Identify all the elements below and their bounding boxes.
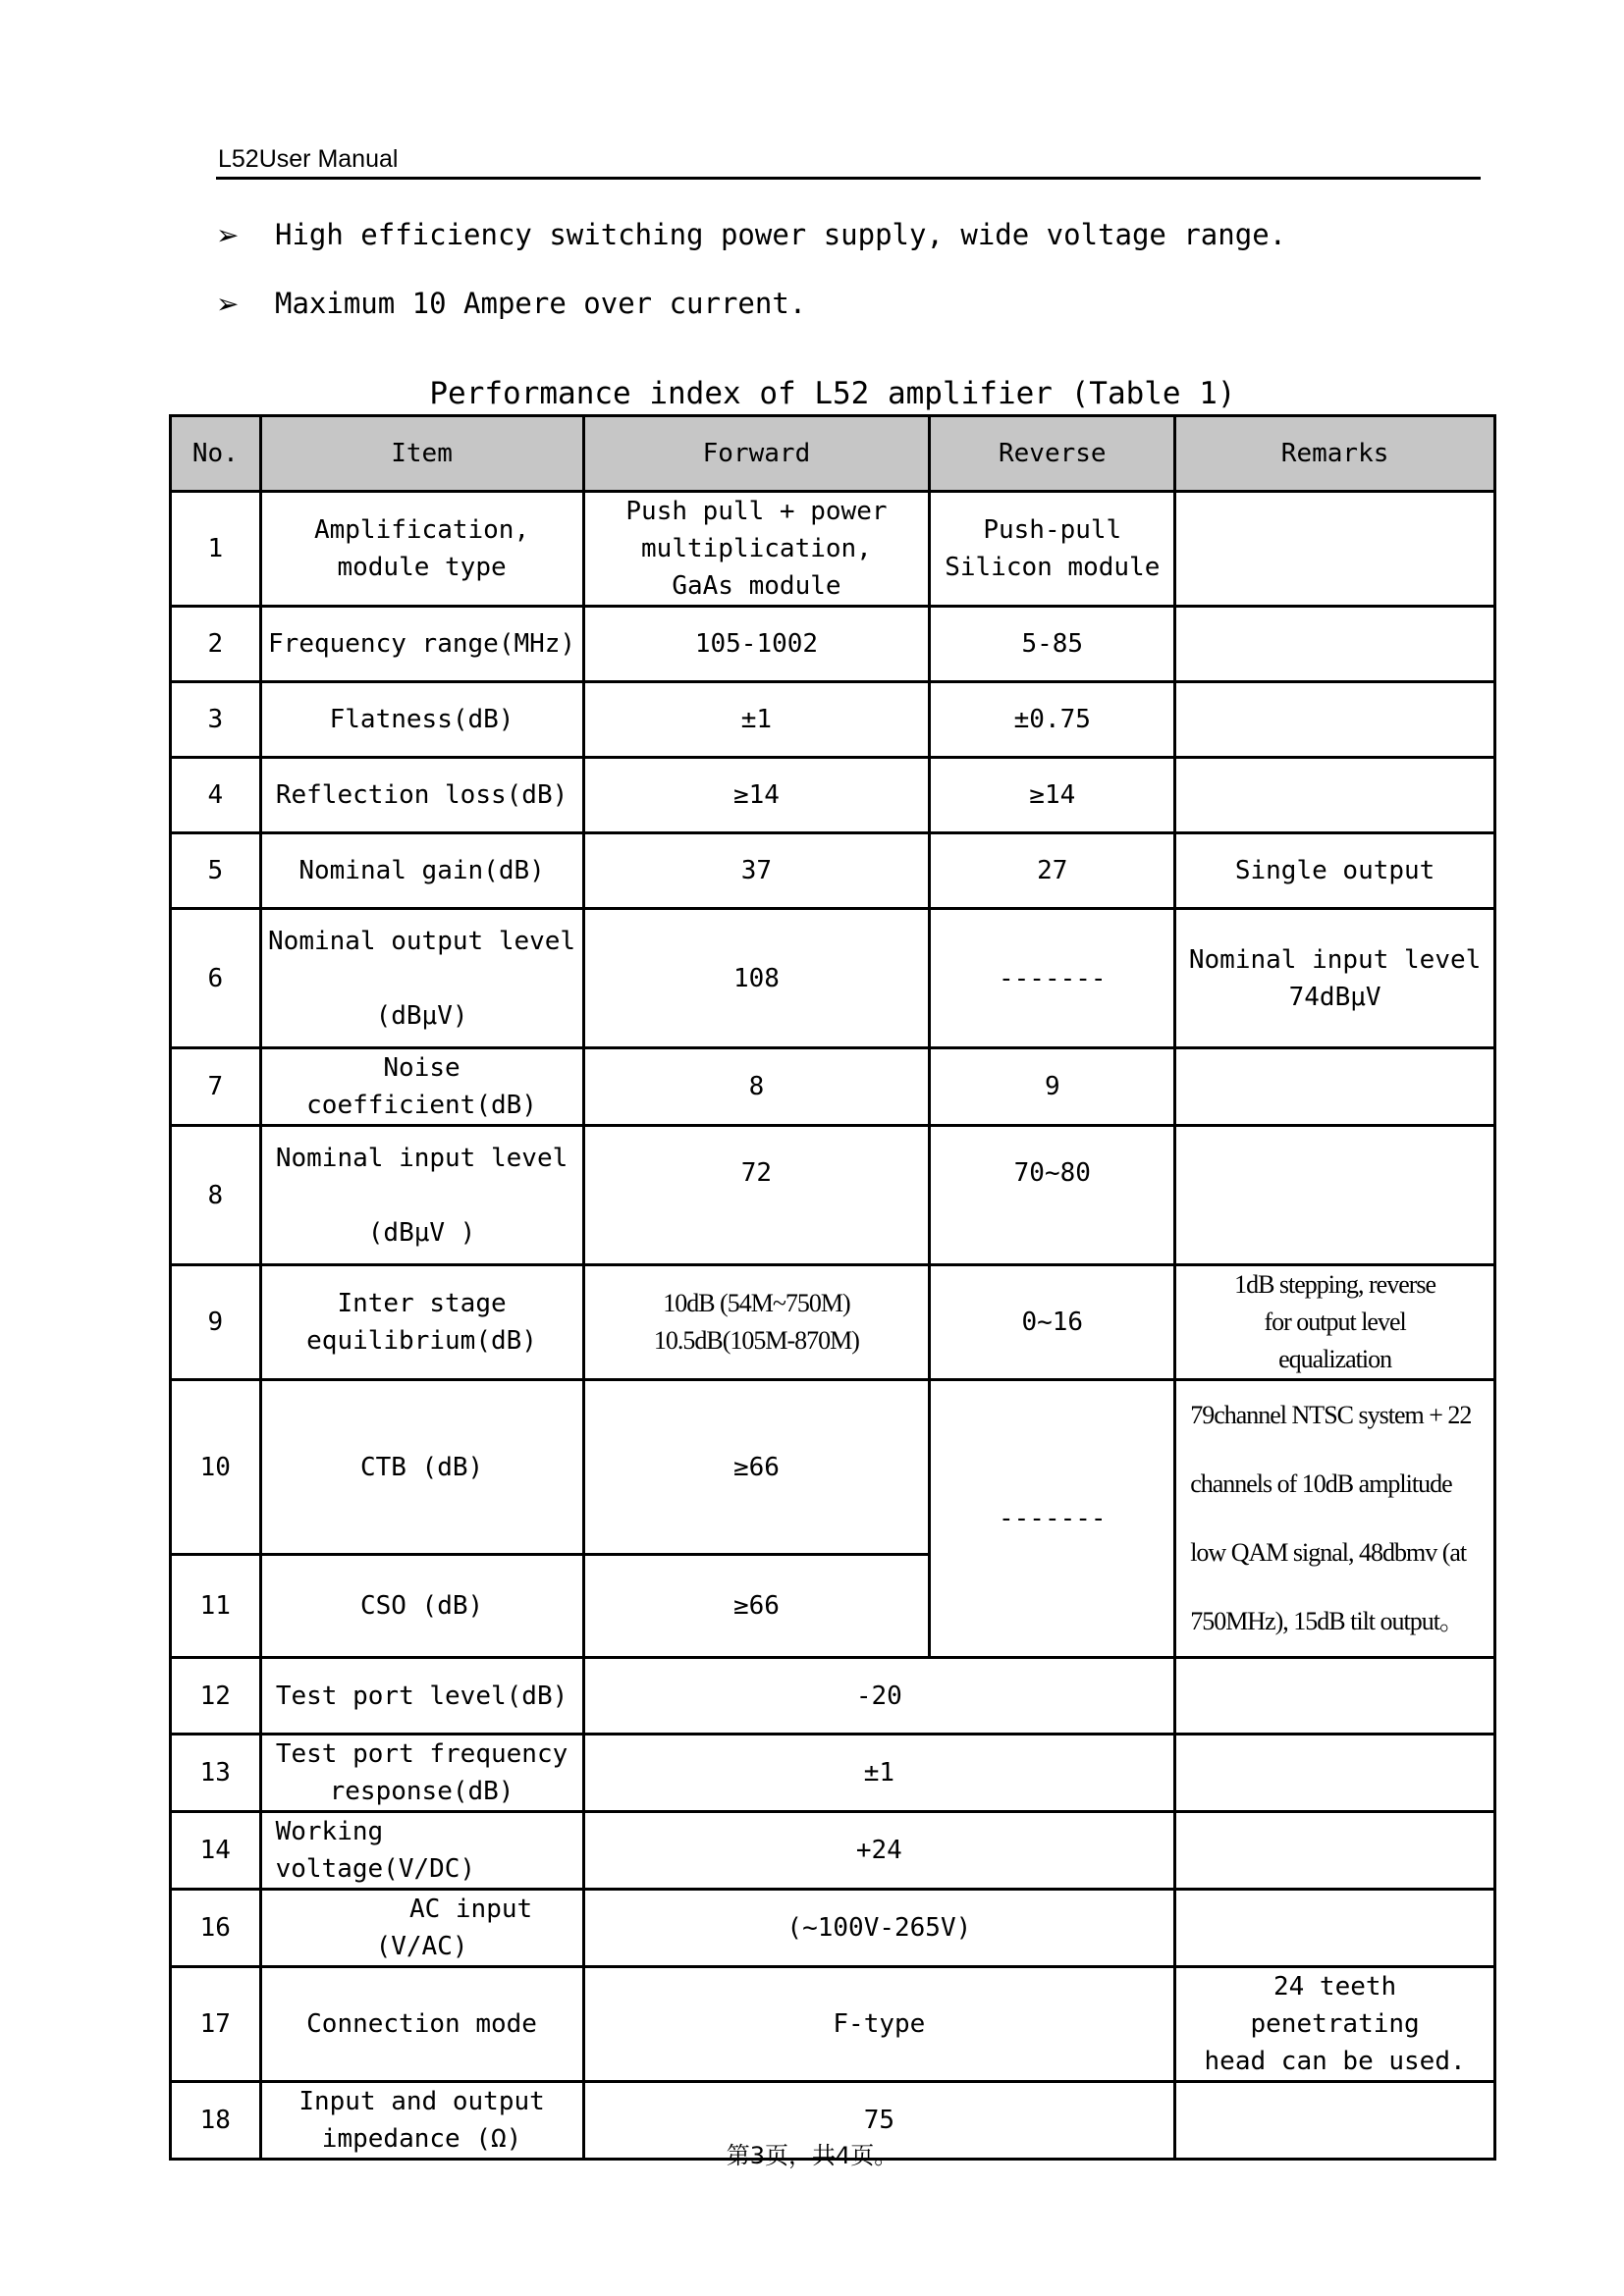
row-item: Nominal gain(dB) xyxy=(260,833,583,909)
row-item: Nominal input level (dBμV ) xyxy=(260,1126,583,1265)
row-no: 1 xyxy=(171,492,261,607)
row-no: 6 xyxy=(171,909,261,1048)
row-remarks xyxy=(1175,607,1495,682)
row-reverse: 0~16 xyxy=(930,1265,1175,1380)
row-remarks xyxy=(1175,492,1495,607)
row-forward: ≥66 xyxy=(583,1555,930,1658)
row-item: Test port frequency response(dB) xyxy=(260,1735,583,1812)
row-remarks xyxy=(1175,1890,1495,1967)
row-forward: 105-1002 xyxy=(583,607,930,682)
row-item: Connection mode xyxy=(260,1967,583,2082)
row-value: F-type xyxy=(583,1967,1175,2082)
bullet-item xyxy=(216,218,1286,251)
bullet-text: Maximum 10 Ampere over current. xyxy=(275,287,807,320)
table-row xyxy=(171,1890,1495,1967)
row-reverse: 9 xyxy=(930,1048,1175,1126)
row-no: 4 xyxy=(171,758,261,833)
table-row xyxy=(171,607,1495,682)
row-no: 16 xyxy=(171,1890,261,1967)
row-reverse: 27 xyxy=(930,833,1175,909)
row-remarks: Single output xyxy=(1175,833,1495,909)
row-value: -20 xyxy=(583,1658,1175,1735)
row-remarks xyxy=(1175,1735,1495,1812)
row-reverse: Push-pull Silicon module xyxy=(930,492,1175,607)
row-item: Noise coefficient(dB) xyxy=(260,1048,583,1126)
table-row xyxy=(171,1735,1495,1812)
bullet-item xyxy=(216,287,806,320)
row-no: 5 xyxy=(171,833,261,909)
page-header xyxy=(216,141,1481,180)
row-reverse: ------- xyxy=(930,909,1175,1048)
header-forward: Forward xyxy=(583,416,930,492)
arrow-bullet-icon: ➢ xyxy=(216,219,240,251)
row-remarks xyxy=(1175,1126,1495,1265)
bullet-text: High efficiency switching power supply, wide voltage range. xyxy=(275,218,1287,251)
row-forward: 37 xyxy=(583,833,930,909)
row-no: 14 xyxy=(171,1812,261,1890)
row-no: 18 xyxy=(171,2082,261,2160)
row-reverse: 70~80 xyxy=(930,1126,1175,1265)
row-no: 12 xyxy=(171,1658,261,1735)
row-remarks: 24 teeth penetrating head can be used. xyxy=(1175,1967,1495,2082)
header-item: Item xyxy=(260,416,583,492)
row-reverse: 5-85 xyxy=(930,607,1175,682)
row-item: CSO (dB) xyxy=(260,1555,583,1658)
row-no: 13 xyxy=(171,1735,261,1812)
row-forward: ±1 xyxy=(583,682,930,758)
table-row xyxy=(171,1126,1495,1265)
row-forward: ≥66 xyxy=(583,1380,930,1555)
row-item: Working voltage(V/DC) xyxy=(260,1812,583,1890)
row-remarks: Nominal input level 74dBμV xyxy=(1175,909,1495,1048)
table-row xyxy=(171,909,1495,1048)
table-row xyxy=(171,492,1495,607)
page-footer: 第3页，共4页。 xyxy=(726,2142,898,2169)
header-remarks: Remarks xyxy=(1175,416,1495,492)
row-forward: ≥14 xyxy=(583,758,930,833)
row-no: 3 xyxy=(171,682,261,758)
table-row xyxy=(171,1812,1495,1890)
row-no: 7 xyxy=(171,1048,261,1126)
table-row xyxy=(171,1967,1495,2082)
performance-table xyxy=(169,414,1496,2161)
row-remarks: 79channel NTSC system + 22 channels of 10dB amplitude low QAM signal, 48dbmv (at 750MHz), 15dB tilt output。 xyxy=(1175,1380,1495,1658)
table-row xyxy=(171,1658,1495,1735)
table-header-row xyxy=(171,416,1495,492)
row-remarks: 1dB stepping, reverse for output level equalization xyxy=(1175,1265,1495,1380)
row-item: Amplification, module type xyxy=(260,492,583,607)
row-no: 17 xyxy=(171,1967,261,2082)
row-item: Flatness(dB) xyxy=(260,682,583,758)
row-no: 11 xyxy=(171,1555,261,1658)
row-remarks xyxy=(1175,1048,1495,1126)
table-row xyxy=(171,682,1495,758)
row-forward: 108 xyxy=(583,909,930,1048)
row-value: ±1 xyxy=(583,1735,1175,1812)
table-row xyxy=(171,1048,1495,1126)
row-item: AC input (V/AC) xyxy=(260,1890,583,1967)
row-no: 2 xyxy=(171,607,261,682)
table-row xyxy=(171,1265,1495,1380)
row-forward: Push pull + power multiplication, GaAs module xyxy=(583,492,930,607)
row-remarks xyxy=(1175,758,1495,833)
row-value: 75 xyxy=(583,2082,1175,2160)
row-item: Frequency range(MHz) xyxy=(260,607,583,682)
table-row xyxy=(171,1380,1495,1555)
row-forward: 8 xyxy=(583,1048,930,1126)
row-forward: 72 xyxy=(583,1126,930,1265)
row-reverse: ≥14 xyxy=(930,758,1175,833)
row-item: Input and output impedance (Ω) xyxy=(260,2082,583,2160)
row-remarks xyxy=(1175,1812,1495,1890)
row-no: 9 xyxy=(171,1265,261,1380)
row-item: Reflection loss(dB) xyxy=(260,758,583,833)
row-no: 8 xyxy=(171,1126,261,1265)
row-reverse: ±0.75 xyxy=(930,682,1175,758)
arrow-bullet-icon: ➢ xyxy=(216,288,240,320)
row-forward: 10dB (54M~750M) 10.5dB(105M-870M) xyxy=(583,1265,930,1380)
row-no: 10 xyxy=(171,1380,261,1555)
table-title: Performance index of L52 amplifier (Table 1) xyxy=(429,376,1236,411)
table-row xyxy=(171,833,1495,909)
row-value: +24 xyxy=(583,1812,1175,1890)
row-item: CTB (dB) xyxy=(260,1380,583,1555)
document-title: L52User Manual xyxy=(218,145,399,173)
row-remarks xyxy=(1175,1658,1495,1735)
table-row xyxy=(171,758,1495,833)
row-reverse: ------- xyxy=(930,1380,1175,1658)
row-item: Test port level(dB) xyxy=(260,1658,583,1735)
header-no: No. xyxy=(171,416,261,492)
row-item: Inter stage equilibrium(dB) xyxy=(260,1265,583,1380)
header-reverse: Reverse xyxy=(930,416,1175,492)
row-value: (~100V-265V) xyxy=(583,1890,1175,1967)
row-item: Nominal output level (dBμV) xyxy=(260,909,583,1048)
row-remarks xyxy=(1175,682,1495,758)
